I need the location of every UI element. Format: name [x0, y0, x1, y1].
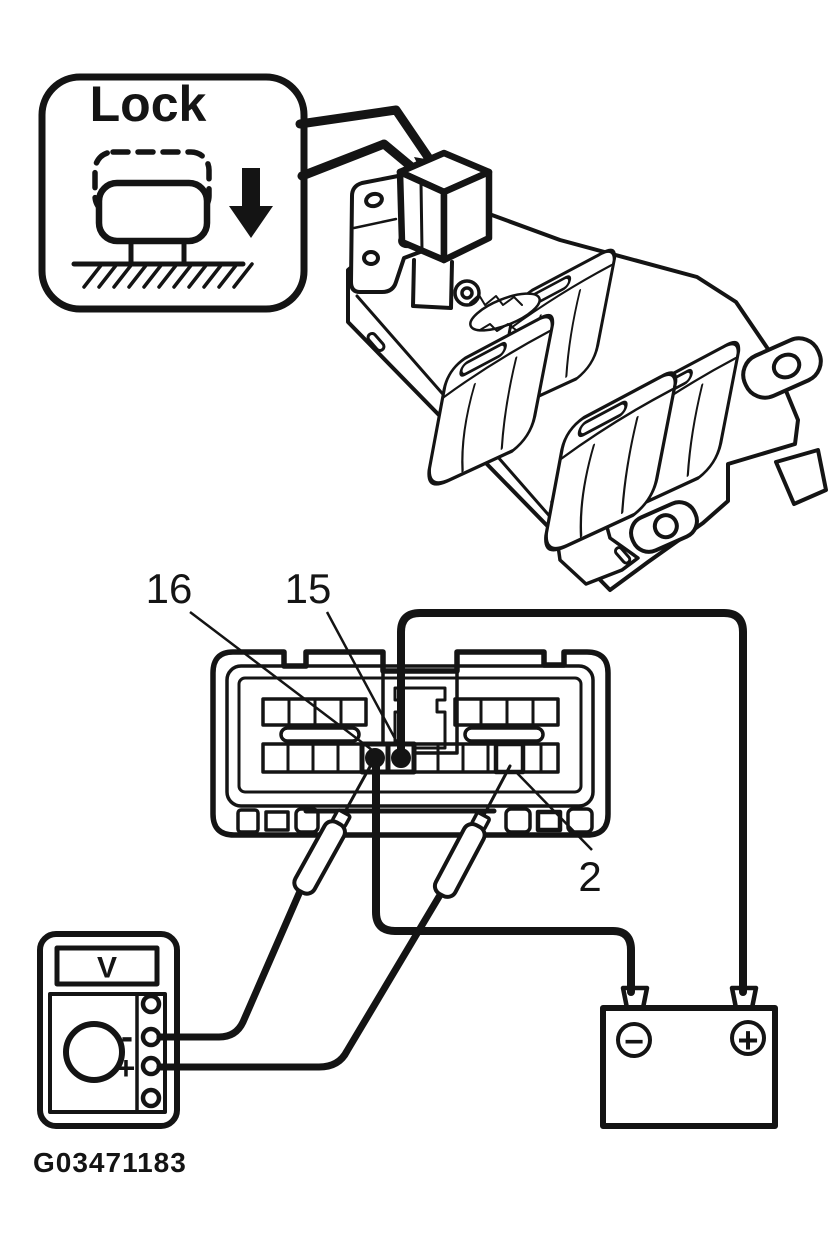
battery-positive-sign: + — [737, 1019, 759, 1061]
window-lock-knob — [400, 153, 489, 260]
battery-negative-sign: − — [624, 1023, 644, 1061]
pin16-label: 16 — [145, 565, 193, 612]
corner-bracket — [776, 450, 826, 504]
voltmeter-terminal-1 — [143, 996, 159, 1012]
voltmeter-display-label: V — [96, 951, 118, 985]
wire-voltmeter-positive-to-probe — [160, 895, 440, 1067]
voltmeter-minus-label: - — [121, 1015, 133, 1057]
figure-code: G03471183 — [33, 1147, 187, 1178]
voltmeter-terminal-4 — [143, 1090, 159, 1106]
lock-switch-button — [99, 183, 207, 241]
pin2-label: 2 — [578, 853, 602, 900]
voltmeter — [40, 934, 177, 1126]
lock-label: Lock — [89, 76, 207, 132]
voltmeter-dial — [66, 1024, 122, 1080]
wire-voltmeter-negative-to-probe — [160, 889, 301, 1037]
switch-connector — [213, 652, 608, 835]
screw-boss — [455, 281, 479, 305]
battery — [603, 988, 775, 1126]
voltmeter-terminal-positive — [143, 1058, 159, 1074]
pin15-label: 15 — [284, 565, 332, 612]
voltmeter-plus-label: + — [116, 1050, 136, 1086]
power-window-master-switch — [348, 153, 827, 590]
